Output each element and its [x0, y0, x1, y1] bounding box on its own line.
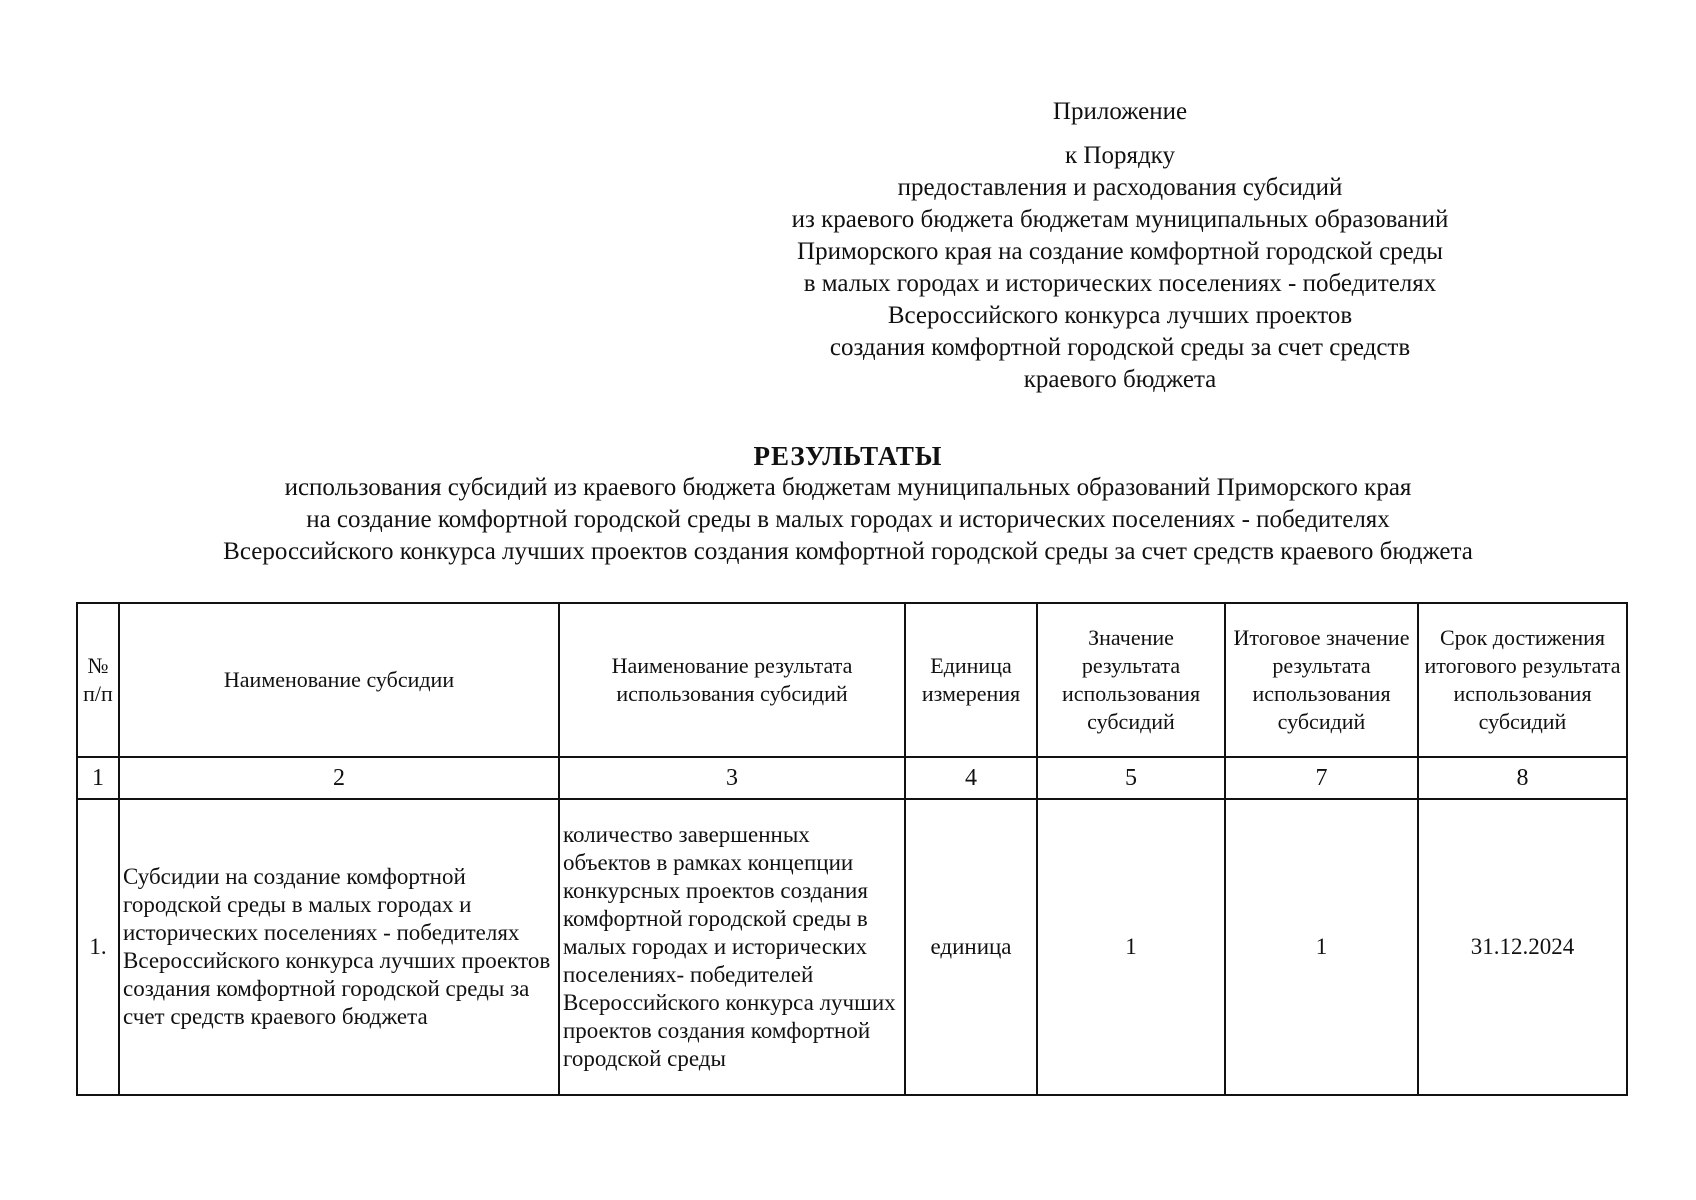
- results-subtitle-line: на создание комфортной городской среды в малых городах и исторических поселениях - победителях: [306, 506, 1390, 533]
- table-header-row: [77, 603, 1627, 757]
- header-cell-result-name: Наименование результата использования субсидий: [559, 603, 905, 757]
- column-number-cell: 4: [905, 757, 1037, 799]
- results-subtitle-line: использования субсидий из краевого бюджета бюджетам муниципальных образований Приморского края: [284, 474, 1412, 501]
- column-number-cell: 8: [1418, 757, 1627, 799]
- column-number-cell: 1: [77, 757, 119, 799]
- header-cell-number: № п/п: [77, 603, 119, 757]
- table-row: [77, 799, 1627, 1095]
- value-cell: 1: [1037, 799, 1225, 1095]
- column-number-cell: 2: [119, 757, 559, 799]
- results-heading: [60, 440, 1636, 568]
- appendix-header: [770, 96, 1470, 396]
- appendix-line: к Порядку: [1065, 142, 1175, 169]
- appendix-line: создания комфортной городской среды за счет средств: [829, 334, 1411, 361]
- header-cell-subsidy-name: Наименование субсидии: [119, 603, 559, 757]
- results-table: [76, 602, 1628, 1096]
- header-cell-final-value: Итоговое значение результата использования субсидий: [1225, 603, 1418, 757]
- results-title: РЕЗУЛЬТАТЫ: [753, 441, 943, 471]
- column-number-cell: 5: [1037, 757, 1225, 799]
- appendix-title: Приложение: [1052, 98, 1188, 125]
- column-number-cell: 3: [559, 757, 905, 799]
- header-cell-deadline: Срок достижения итогового результата использования субсидий: [1418, 603, 1627, 757]
- appendix-line: краевого бюджета: [1023, 366, 1217, 393]
- appendix-line: Приморского края на создание комфортной городской среды: [797, 238, 1443, 265]
- appendix-line: из краевого бюджета бюджетам муниципальных образований: [791, 206, 1449, 233]
- results-subtitle-line: Всероссийского конкурса лучших проектов создания комфортной городской среды за счет средств краевого бюджета: [223, 538, 1473, 565]
- deadline-cell: 31.12.2024: [1418, 799, 1627, 1095]
- unit-cell: единица: [905, 799, 1037, 1095]
- row-number-cell: 1.: [77, 799, 119, 1095]
- result-name-cell: количество завершенных объектов в рамках концепции конкурсных проектов создания комфортной городской среды в малых городах и исторических поселениях- победителей Всероссийского конкурса лучших проектов создания комфортной городской среды: [559, 799, 905, 1095]
- final-value-cell: 1: [1225, 799, 1418, 1095]
- column-number-row: [77, 757, 1627, 799]
- appendix-line: в малых городах и исторических поселениях - победителях: [803, 270, 1437, 297]
- appendix-line: Всероссийского конкурса лучших проектов: [887, 302, 1353, 329]
- subsidy-name-cell: Субсидии на создание комфортной городской среды в малых городах и исторических поселениях - победителях Всероссийского конкурса лучших проектов создания комфортной городской среды за счет средств краевого бюджета: [119, 799, 559, 1095]
- column-number-cell: 7: [1225, 757, 1418, 799]
- appendix-line: предоставления и расходования субсидий: [897, 174, 1343, 201]
- header-cell-unit: Единица измерения: [905, 603, 1037, 757]
- header-cell-value: Значение результата использования субсидий: [1037, 603, 1225, 757]
